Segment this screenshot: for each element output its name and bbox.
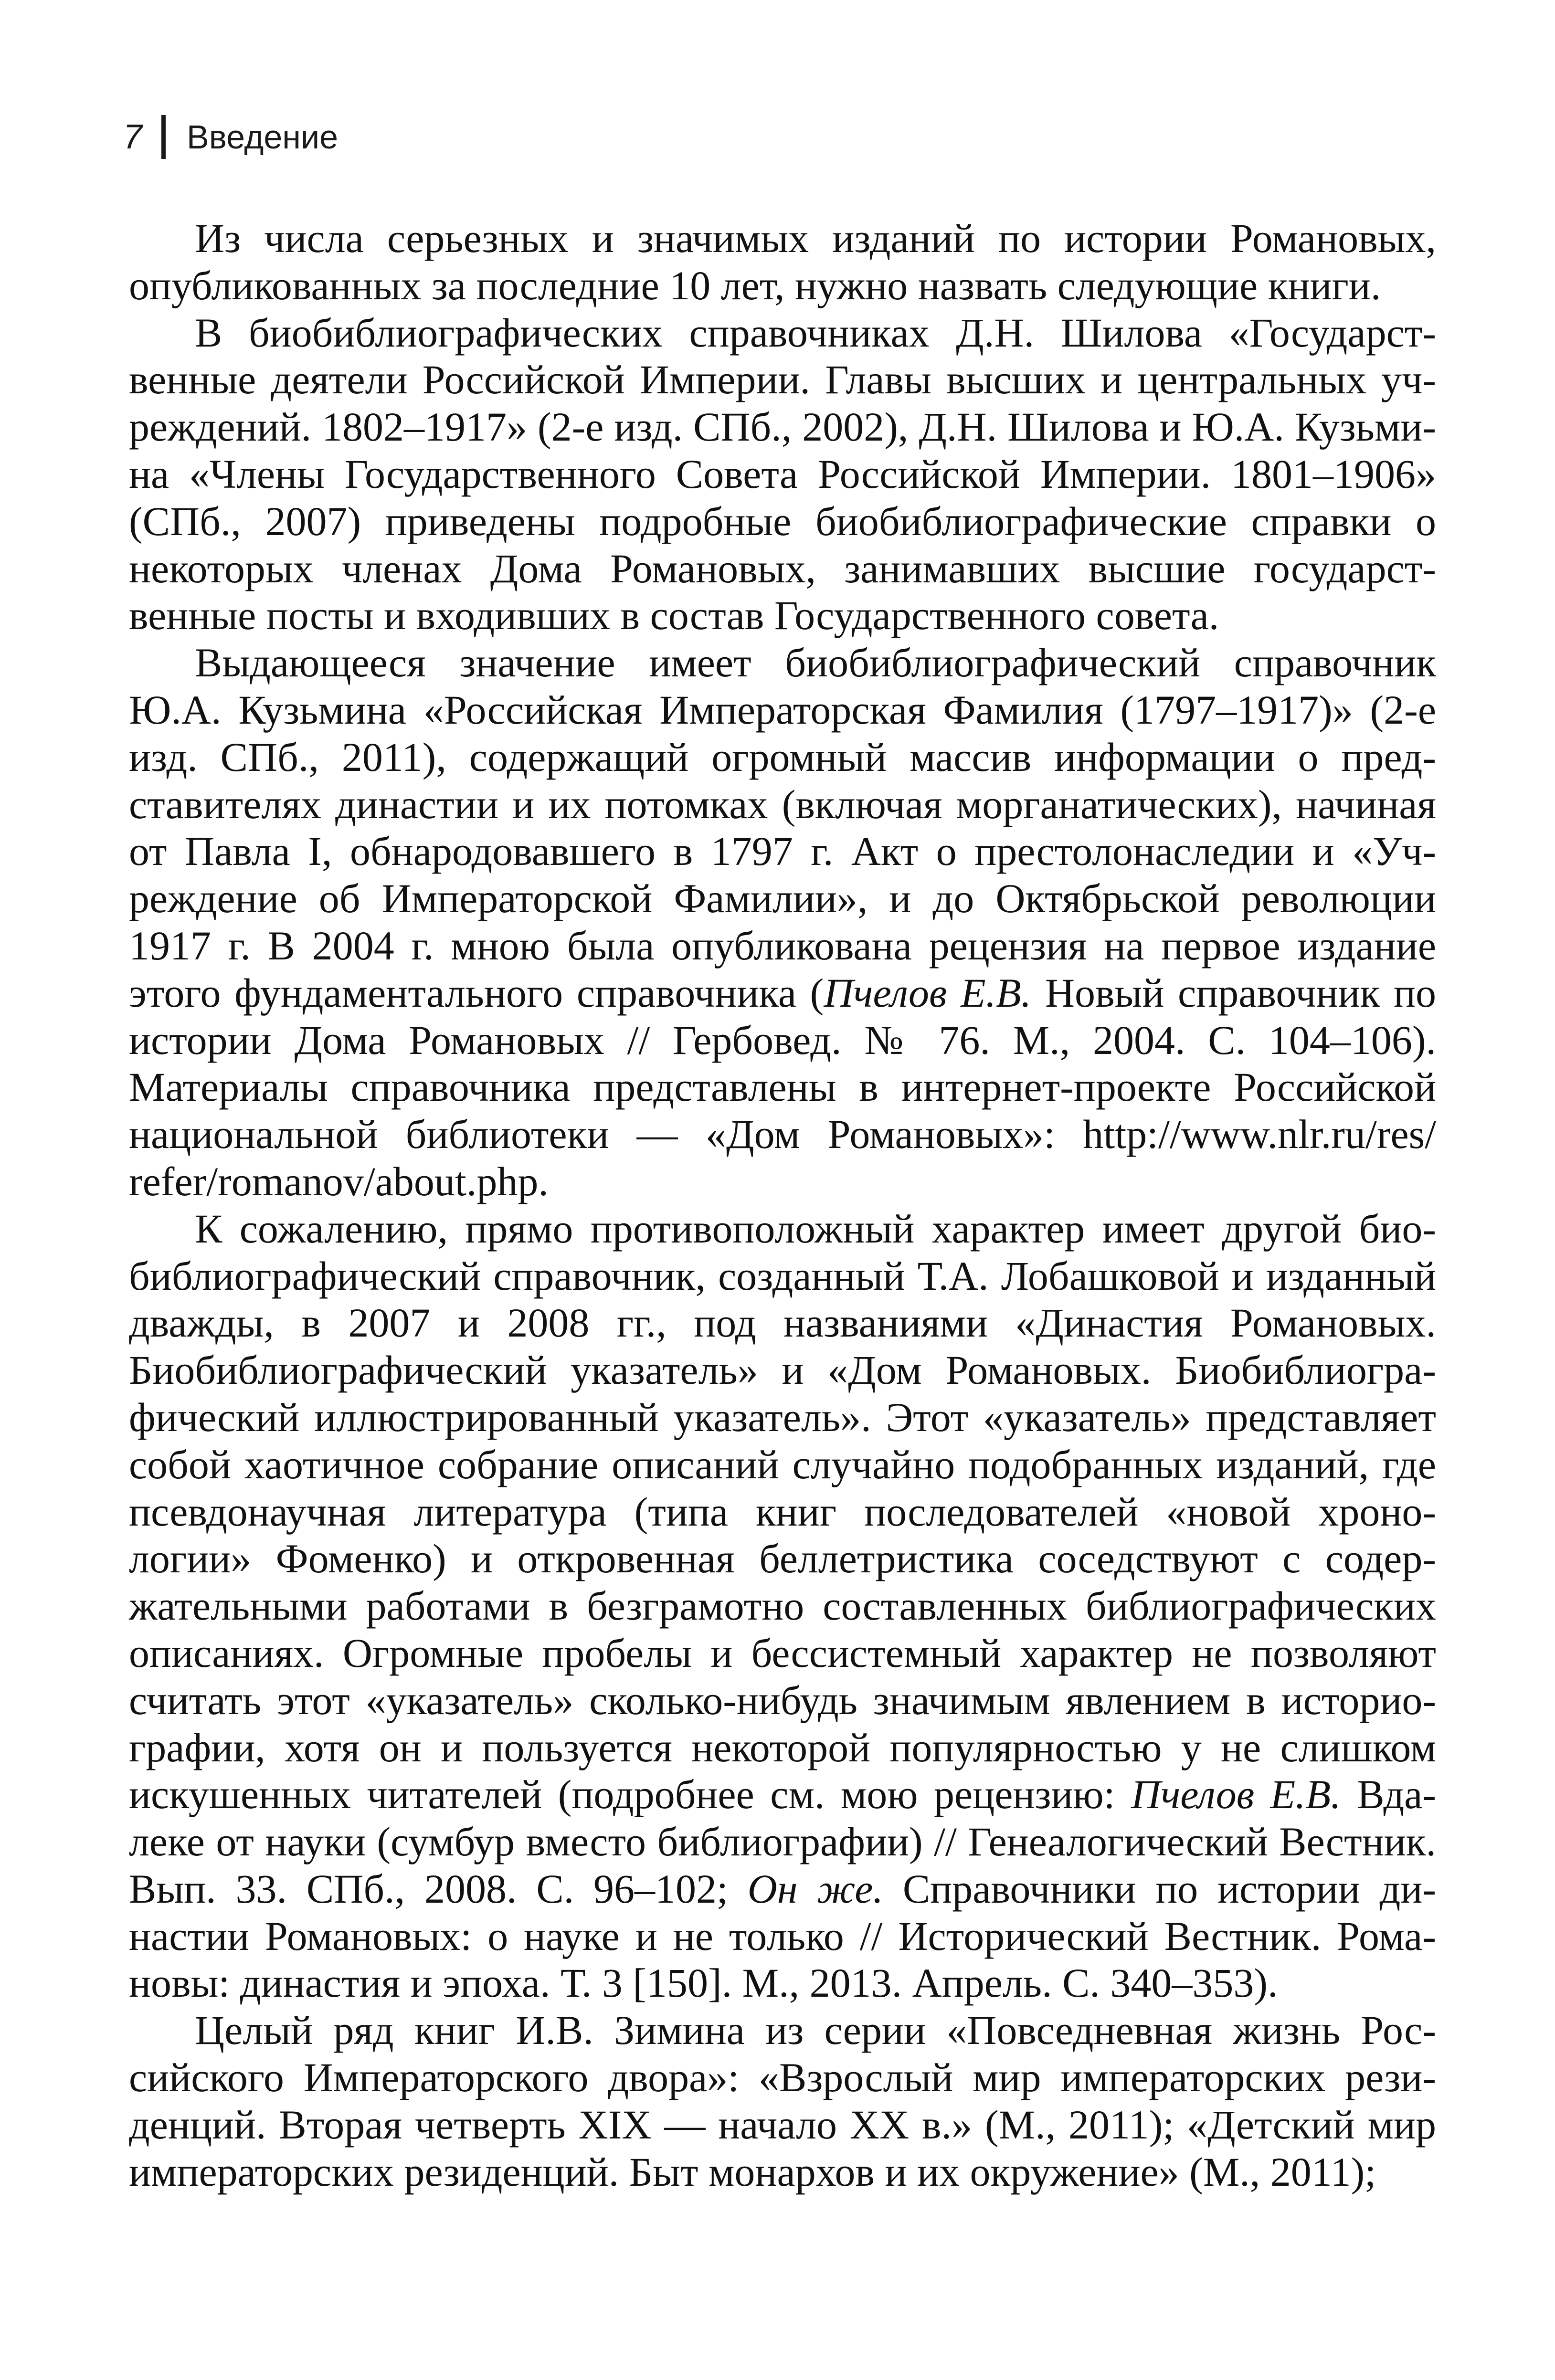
section-title: Введение (187, 118, 338, 156)
paragraph-intro (129, 215, 1436, 309)
paragraph-text: В биобиблиографических справочниках Д.Н. Шилова «Государственные деятели Российской Империи. Главы высших и центральных учреждений. 1802–1917» (2-е изд. СПб., 2002), Д.Н. Шилова и Ю.А. Кузьмина «Члены Государственного Совета Российской Империи. 1801–1906» (СПб., 2007) приведены подробные биобиблиографические справки о некоторых членах Дома Романовых, занимавших высшие государственные посты и входивших в состав Государственного совета. (129, 309, 1436, 639)
paragraph-zimin-books (129, 2007, 1436, 2195)
author-citation: Пчелов Е.В. (1131, 1771, 1341, 1818)
paragraph-text: Справочники по истории династии Романовых: о науке и не только // Исторический Вестник. Романовы: династия и эпоха. Т. 3 [150]. М., 2013. Апрель. С. 340–353). (129, 1865, 1436, 2006)
paragraph-shilov-reference-books (129, 309, 1436, 640)
body-text (129, 215, 1436, 2195)
paragraph-text: Новый справочник по истории Дома Романовых // Гербовед. № 76. М., 2004. С. 104–106). Материалы справочника представлены в интернет-проекте Российской национальной библиотеки — «Дом Романовых»: http://www.nlr.ru/res/​refer/​romanov/​about.php. (129, 969, 1437, 1204)
paragraph-kuzmin-reference-book (129, 639, 1436, 1205)
author-citation: Он же. (747, 1865, 883, 1912)
paragraph-text: Из числа серьезных и значимых изданий по истории Романовых, опубликованных за последние 10 лет, нужно назвать следующие книги. (129, 215, 1436, 308)
running-head (123, 111, 338, 163)
paragraph-text: Целый ряд книг И.В. Зимина из серии «Повседневная жизнь Российского Императорского двора»: «Взрослый мир императорских резиденций. Вторая четверть XIX — начало XX в.» (М., 2011); «Детский мир императорских резиденций. Быт монархов и их окружение» (М., 2011); (129, 2007, 1436, 2195)
paragraph-text: Выдающееся значение имеет биобиблиографический справочник Ю.А. Кузьмина «Российская Императорская Фамилия (1797–1917)» (2-е изд. СПб., 2011), содержащий огромный массив информации о представителях династии и их потомках (включая морганатических), начиная от Павла I, обнародовавшего в 1797 г. Акт о престолонаследии и «Учреждение об Императорской Фамилии», и до Октябрьской революции 1917 г. В 2004 г. мною была опубликована рецензия на первое издание этого фундаментального справочника ( (129, 640, 1436, 1016)
header-divider (161, 115, 166, 159)
page-number: 7 (123, 118, 143, 156)
paragraph-text: К сожалению, прямо противоположный характер имеет другой биобиблиографический справочник, созданный Т.А. Лобашковой и изданный дважды, в 2007 и 2008 гг., под названиями «Династия Романовых. Биобиблиографический указатель» и «Дом Романовых. Биобиблиографический иллюстрированный указатель». Этот «указатель» представляет собой хаотичное собрание описаний случайно подобранных изданий, где псевдонаучная литература (типа книг последователей «новой хронологии» Фоменко) и откровенная беллетристика соседствуют с содержательными работами в безграмотно составленных библиографических описаниях. Огромные пробелы и бессистемный характер не позволяют считать этот «указатель» сколько-нибудь значимым явлением в историографии, хотя он и пользуется некоторой популярностью у не слишком искушенных читателей (подробнее см. мою рецензию: (129, 1205, 1436, 1818)
paragraph-lobashkova-critique (129, 1205, 1436, 2007)
author-citation: Пчелов Е.В. (824, 969, 1032, 1016)
paragraph-text: Вдалеке от науки (сумбур вместо библиографии) // Генеалогический Вестник. Вып. 33. СПб., 2008. С. 96–102; (129, 1771, 1437, 1912)
